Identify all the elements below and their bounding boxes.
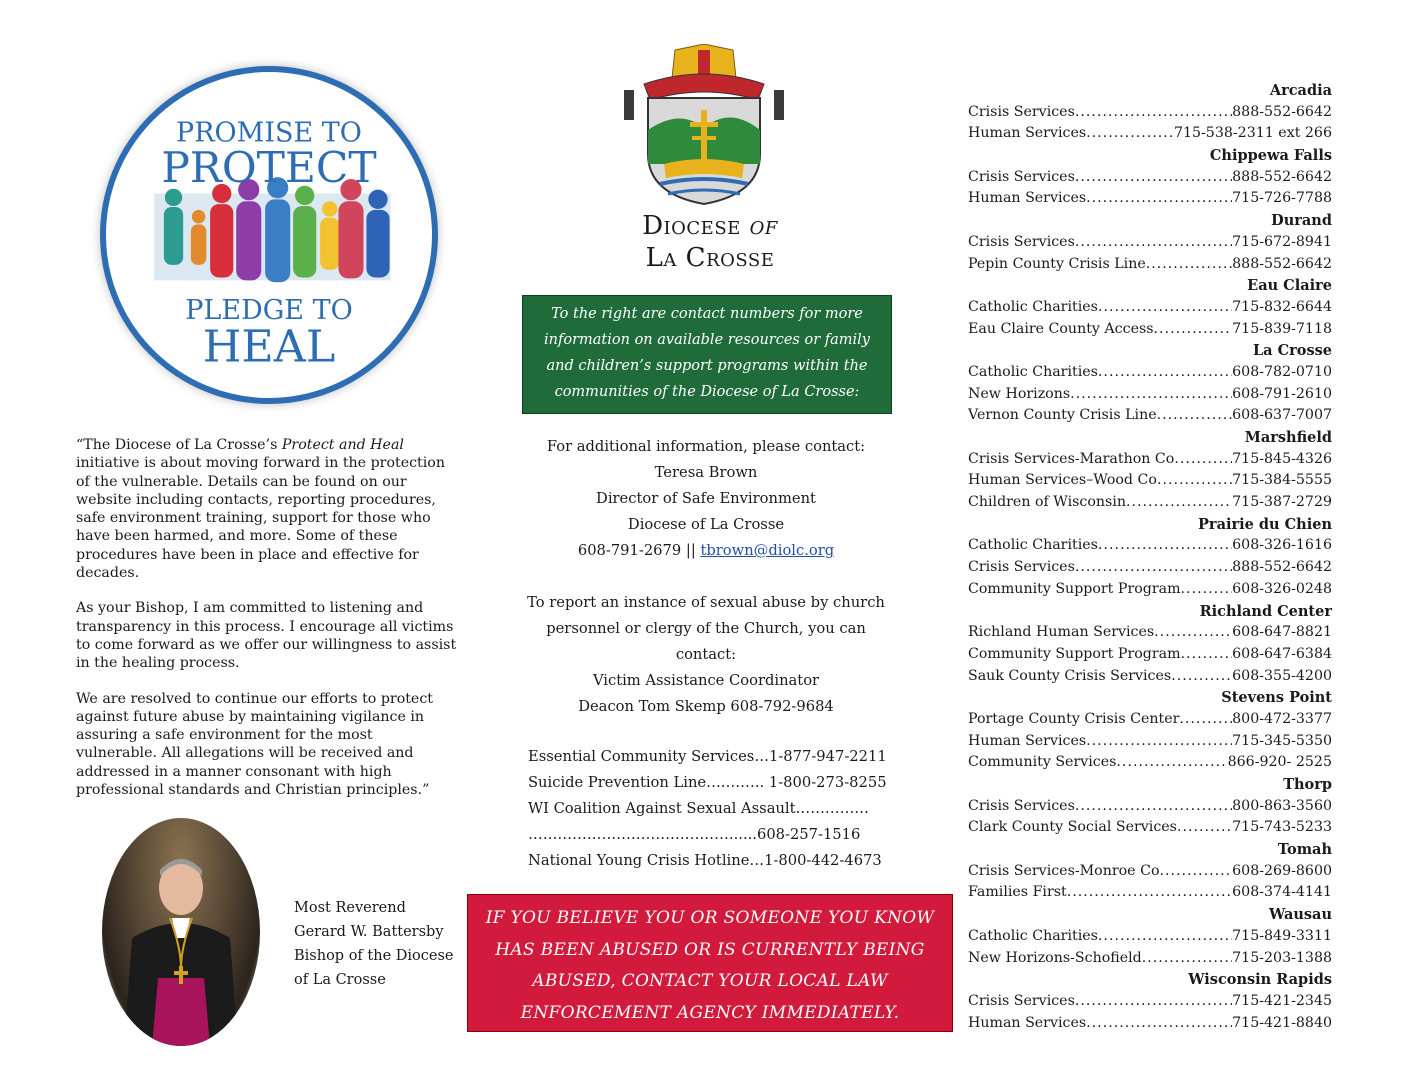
leader-dots (1171, 666, 1232, 688)
service-phone: 800-863-3560 (1232, 797, 1332, 814)
service-phone: 715-832-6644 (1232, 298, 1332, 315)
service-phone: 715-743-5233 (1232, 819, 1332, 836)
directory-entry (968, 492, 1332, 514)
leader-dots (1075, 796, 1232, 818)
resources-intro-box: To the right are contact numbers for more information on available resources or family and children’s support programs within the communities of the Diocese of La Crosse: (522, 295, 892, 414)
caption-line: Bishop of the Diocese (294, 948, 454, 964)
service-phone: 888-552-6642 (1232, 103, 1332, 120)
leader-dots (1179, 709, 1232, 731)
contact-org: Diocese of La Crosse (627, 516, 785, 533)
town-heading: Wausau (1268, 906, 1332, 924)
leader-dots (1154, 319, 1233, 341)
logo-line1: PROMISE TO (176, 117, 362, 149)
service-name: Vernon County Crisis Line (968, 407, 1157, 424)
service-name: Richland Human Services (968, 624, 1155, 641)
contact-phone-email (520, 538, 892, 564)
town-heading: Marshfield (1244, 429, 1332, 446)
service-name: New Horizons (968, 385, 1071, 402)
service-name: Catholic Charities (968, 927, 1098, 944)
service-phone: 715-421-2345 (1232, 992, 1332, 1009)
logo-line2: PROTECT (161, 143, 377, 193)
town-heading: Arcadia (1269, 82, 1332, 99)
town-heading: Wisconsin Rapids (1188, 971, 1332, 989)
leader-dots (1098, 297, 1232, 319)
contact-intro: For additional information, please contact: (546, 438, 866, 455)
directory-entry (968, 731, 1332, 753)
service-phone: 715-387-2729 (1232, 494, 1332, 511)
directory-entry (968, 362, 1332, 384)
leader-dots (1181, 644, 1233, 666)
quote-paragraph-2: As your Bishop, I am committed to listening and transparency in this process. I encourage all victims to come forward as we offer our willingness to assist in the healing process. (76, 600, 457, 672)
service-name: Community Support Program (968, 580, 1181, 597)
service-phone: 715-849-3311 (1232, 927, 1332, 944)
service-phone: 715-538-2311 ext 266 (1173, 125, 1332, 142)
contact-email-link[interactable]: tbrown@diolc.org (700, 542, 835, 559)
leader-dots (1181, 579, 1233, 601)
service-phone: 866-920- 2525 (1227, 754, 1332, 771)
town-heading: La Crosse (1252, 342, 1332, 360)
service-phone: 608-782-0710 (1232, 363, 1332, 380)
leader-dots (1075, 167, 1232, 189)
leader-dots (1086, 1013, 1232, 1035)
leader-dots (1142, 948, 1232, 970)
community-directory (968, 80, 1332, 1034)
service-phone: 715-726-7788 (1232, 190, 1332, 207)
service-name: Families First (968, 884, 1067, 901)
service-name: Clark County Social Services (968, 819, 1177, 836)
leader-dots (1157, 470, 1232, 492)
directory-entry (968, 796, 1332, 818)
service-phone: 608-326-0248 (1232, 580, 1332, 597)
service-name: Catholic Charities (968, 363, 1098, 380)
directory-entry (968, 882, 1332, 904)
leader-dots (1075, 557, 1232, 579)
service-name: Eau Claire County Access (968, 320, 1154, 337)
contact-phone: 608-791-2679 || (577, 542, 701, 559)
leader-dots (1174, 449, 1232, 471)
service-name: Human Services (968, 190, 1087, 207)
directory-entry (968, 861, 1332, 883)
service-phone: 608-374-4141 (1232, 884, 1332, 901)
service-phone: 715-421-8840 (1232, 1014, 1332, 1031)
town-heading: Eau Claire (1247, 277, 1332, 295)
caption-line: of La Crosse (294, 972, 386, 988)
directory-entry (968, 319, 1332, 341)
service-name: Human Services–Wood Co (968, 472, 1157, 489)
leader-dots (1070, 384, 1232, 406)
directory-entry (968, 232, 1332, 254)
logo-line3: PLEDGE TO (185, 294, 353, 326)
leader-dots (1177, 817, 1232, 839)
report-abuse-info (520, 590, 892, 720)
quote-paragraph-3: We are resolved to continue our efforts to protect against future abuse by maintaining vigilance in assuring a safe environment for the most vulnerable. All allegations will be received and addressed in a manner consonant with high professional standards and Christian principles.” (76, 690, 433, 799)
service-name: Crisis Services (968, 103, 1075, 120)
service-phone: 715-845-4326 (1232, 450, 1332, 467)
caption-line: Most Reverend (294, 900, 406, 916)
caption-line: Gerard W. Battersby (294, 924, 444, 940)
service-phone: 888-552-6642 (1232, 168, 1332, 185)
service-phone: 800-472-3377 (1232, 710, 1332, 727)
directory-entry (968, 644, 1332, 666)
directory-entry (968, 579, 1332, 601)
hotline-item: WI Coalition Against Sexual Assault…………… (528, 800, 869, 817)
directory-entry (968, 102, 1332, 124)
directory-entry (968, 470, 1332, 492)
hotline-item: Essential Community Services…1-877-947-2211 (528, 748, 887, 765)
service-phone: 608-269-8600 (1232, 862, 1332, 879)
service-phone: 715-384-5555 (1232, 472, 1332, 489)
logo-line4: HEAL (202, 321, 336, 373)
contact-name: Teresa Brown (654, 464, 758, 481)
hotline-item: National Young Crisis Hotline…1-800-442-4673 (528, 852, 882, 869)
directory-entry (968, 188, 1332, 210)
service-name: Crisis Services (968, 992, 1075, 1009)
leader-dots (1075, 232, 1232, 254)
diocese-city: La Crosse (645, 243, 775, 273)
hotline-item: Suicide Prevention Line….…….. 1-800-273-8255 (528, 774, 887, 791)
service-name: Community Services (968, 754, 1117, 771)
bishop-portrait (102, 818, 260, 1046)
leader-dots (1098, 362, 1232, 384)
directory-entry (968, 666, 1332, 688)
service-phone: 888-552-6642 (1232, 255, 1332, 272)
leader-dots (1086, 731, 1232, 753)
directory-entry (968, 297, 1332, 319)
service-name: Catholic Charities (968, 537, 1098, 554)
service-name: Catholic Charities (968, 298, 1098, 315)
service-phone: 608-355-4200 (1232, 667, 1332, 684)
service-phone: 608-326-1616 (1232, 537, 1332, 554)
leader-dots (1098, 535, 1232, 557)
directory-entry (968, 948, 1332, 970)
leader-dots (1146, 254, 1232, 276)
service-name: Pepin County Crisis Line (968, 255, 1146, 272)
bishop-figure (102, 818, 260, 1046)
service-name: Crisis Services (968, 233, 1075, 250)
service-phone: 715-839-7118 (1232, 320, 1332, 337)
town-heading: Tomah (1277, 841, 1332, 859)
service-name: Portage County Crisis Center (968, 710, 1180, 727)
service-phone: 608-637-7007 (1232, 407, 1332, 424)
bishop-caption (294, 896, 453, 992)
service-phone: 715-345-5350 (1232, 732, 1332, 749)
leader-dots (1098, 926, 1232, 948)
service-phone: 608-791-2610 (1232, 385, 1332, 402)
service-name: Human Services (968, 125, 1087, 142)
town-heading: Prairie du Chien (1198, 515, 1332, 533)
service-name: Human Services (968, 1014, 1087, 1031)
service-name: Crisis Services-Monroe Co (968, 862, 1160, 879)
service-name: New Horizons-Schofield (968, 949, 1142, 966)
report-role: Victim Assistance Coordinator (592, 672, 820, 689)
report-person: Deacon Tom Skemp 608-792-9684 (578, 698, 834, 715)
service-phone: 715-203-1388 (1232, 949, 1332, 966)
service-name: Community Support Program (968, 645, 1181, 662)
service-name: Children of Wisconsin (968, 494, 1127, 511)
service-phone: 888-552-6642 (1232, 559, 1332, 576)
leader-dots (1075, 102, 1232, 124)
directory-entry (968, 926, 1332, 948)
leader-dots (1126, 492, 1232, 514)
report-text: To report an instance of sexual abuse by church personnel or clergy of the Church, you can contact: (527, 594, 885, 663)
leader-dots (1116, 752, 1227, 774)
urgent-notice-box: IF YOU BELIEVE YOU OR SOMEONE YOU KNOW HAS BEEN ABUSED OR IS CURRENTLY BEING ABUSED, CONTACT YOUR LOCAL LAW ENFORCEMENT AGENCY IMMEDIATELY. (467, 894, 953, 1032)
diocese-word: Diocese (642, 211, 741, 241)
promise-to-protect-logo (100, 66, 438, 404)
town-heading: Chippewa Falls (1209, 147, 1332, 165)
leader-dots (1075, 991, 1232, 1013)
directory-entry (968, 622, 1332, 644)
directory-entry (968, 709, 1332, 731)
leader-dots (1157, 405, 1233, 427)
directory-entry (968, 1013, 1332, 1035)
contact-info (520, 434, 892, 564)
leader-dots (1086, 123, 1174, 145)
directory-entry (968, 991, 1332, 1013)
service-phone: 608-647-8821 (1232, 624, 1332, 641)
directory-entry (968, 752, 1332, 774)
hotline-item: …………………………………….....608-257-1516 (528, 826, 861, 843)
directory-entry (968, 123, 1332, 145)
service-name: Sauk County Crisis Services (968, 667, 1172, 684)
service-phone: 715-672-8941 (1232, 233, 1332, 250)
logo-artwork (106, 72, 432, 398)
service-name: Human Services (968, 732, 1087, 749)
leader-dots (1067, 882, 1232, 904)
bishop-quote (76, 436, 458, 816)
leader-dots (1086, 188, 1232, 210)
town-heading: Durand (1271, 212, 1332, 230)
directory-entry (968, 167, 1332, 189)
service-name: Crisis Services (968, 168, 1075, 185)
diocese-coat-of-arms (620, 44, 788, 206)
directory-entry (968, 384, 1332, 406)
directory-entry (968, 817, 1332, 839)
leader-dots (1159, 861, 1232, 883)
directory-entry (968, 449, 1332, 471)
directory-entry (968, 557, 1332, 579)
leader-dots (1154, 622, 1232, 644)
directory-entry (968, 254, 1332, 276)
directory-entry (968, 405, 1332, 427)
town-heading: Richland Center (1199, 602, 1332, 620)
diocese-of: of (749, 211, 778, 241)
directory-entry (968, 535, 1332, 557)
service-name: Crisis Services-Marathon Co (968, 450, 1175, 467)
service-name: Crisis Services (968, 559, 1075, 576)
hotline-list (528, 744, 908, 874)
service-phone: 608-647-6384 (1232, 645, 1332, 662)
diocese-name (560, 210, 860, 274)
service-name: Crisis Services (968, 797, 1075, 814)
quote-paragraph-1: “The Diocese of La Crosse’s Protect and Heal initiative is about moving forward in the protection of the vulnerable. Details can be found on our website including contacts, reporting procedures, safe environment training, support for those who have been harmed, and more. Some of these procedures have been in place and effective for decades. (76, 437, 445, 582)
town-heading: Thorp (1283, 776, 1332, 793)
contact-title: Director of Safe Environment (596, 490, 816, 507)
town-heading: Stevens Point (1221, 689, 1332, 707)
